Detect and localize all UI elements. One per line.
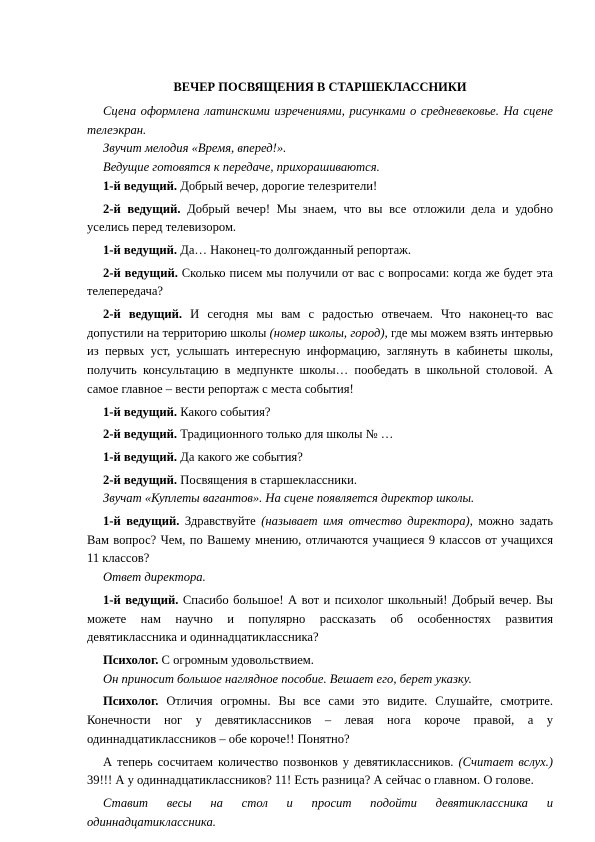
line-text: Традиционного только для школы № … [177, 427, 394, 442]
stage-direction: Ставит весы на стол и просит подойти девятиклассника и одиннадцатиклассника. [87, 795, 553, 829]
dialogue-line [87, 200, 553, 237]
dialogue-line [87, 512, 553, 568]
speaker-label: 1-й ведущий. [103, 592, 179, 607]
page-title: ВЕЧЕР ПОСВЯЩЕНИЯ В СТАРШЕКЛАССНИКИ [173, 80, 467, 94]
document-page [87, 80, 553, 831]
speaker-label: Психолог. [103, 652, 159, 667]
line-text: С огромным удовольствием. [158, 652, 314, 667]
line-text: А теперь сосчитаем количество позвонков у девятиклассников. [103, 754, 459, 769]
dialogue-line [87, 651, 553, 670]
inline-remark: (называет имя отчество директора) [261, 514, 470, 529]
line-text: Посвящения в старшеклассники. [177, 472, 357, 487]
stage-direction: Звучат «Куплеты вагантов». На сцене появляется директор школы. [103, 491, 475, 506]
inline-remark: (Считает вслух.) [458, 754, 553, 769]
dialogue-line [87, 241, 553, 260]
speaker-label: 2-й ведущий. [103, 472, 178, 487]
speaker-label: 1-й ведущий. [103, 404, 178, 419]
line-text: Здравствуйте [179, 514, 262, 529]
stage-direction: Звучит мелодия «Время, вперед!». [103, 141, 287, 156]
line-text: Да какого же события? [177, 449, 303, 464]
dialogue-line [87, 177, 553, 196]
line-text: 39!!! А у одиннадцатиклассников? 11! Есть разница? А сейчас о главном. О голове. [87, 773, 534, 788]
dialogue-line [87, 425, 553, 444]
speaker-label: 1-й ведущий. [103, 449, 178, 464]
dialogue-line [87, 305, 553, 399]
line-text: Спасибо большое! А вот и психолог школьный! Добрый вечер. Вы можете нам научно и популярно рассказать об особенностях развития девятиклассника и одиннадцатиклассника? [87, 592, 553, 645]
line-text: Сколько писем мы получили от вас с вопросами: когда же будет эта телепередача? [87, 265, 553, 299]
speaker-label: 2-й ведущий. [103, 427, 178, 442]
line-text: Да… Наконец-то долгожданный репортаж. [177, 242, 412, 257]
speaker-label: Психолог. [103, 694, 159, 709]
line-text: Добрый вечер, дорогие телезрители! [177, 178, 378, 193]
line-text: Добрый вечер! Мы знаем, что вы все отложили дела и удобно уселись перед телевизором. [87, 201, 553, 235]
line-text: И сегодня мы вам с радостью отвечаем. Что наконец-то вас допустили на территорию школы [87, 307, 553, 340]
dialogue-line [87, 591, 553, 647]
speaker-label: 1-й ведущий. [103, 242, 178, 257]
speaker-label: 2-й ведущий. [103, 307, 183, 322]
dialogue-line [87, 448, 553, 467]
inline-remark: (номер школы, город) [269, 325, 385, 340]
speaker-label: 2-й ведущий. [103, 265, 178, 280]
line-text: Отличия огромны. Вы все сами это видите. Слушайте, смотрите. Конечности ног у девятиклассников – левая нога короче правой, а у одиннадцатиклассников – обе короче!! Понятно? [87, 694, 553, 746]
speaker-label: 1-й ведущий. [103, 514, 180, 529]
dialogue-line [87, 692, 553, 748]
stage-direction: Ведущие готовятся к передаче, прихорашиваются. [103, 160, 380, 175]
line-text: , можно задать Вам вопрос? Чем, по Вашему мнению, отличаются учащиеся 9 классов от учащихся 11 классов? [87, 514, 553, 566]
stage-direction: Сцена оформлена латинскими изречениями, рисунками о средневековье. На сцене телеэкран. [87, 104, 553, 137]
speaker-label: 1-й ведущий. [103, 178, 178, 193]
dialogue-line [87, 403, 553, 422]
dialogue-line [87, 264, 553, 301]
speaker-label: 2-й ведущий. [103, 201, 181, 216]
dialogue-line [87, 471, 553, 490]
stage-direction: Ответ директора. [103, 570, 206, 585]
stage-direction: Он приносит большое наглядное пособие. Вешает его, берет указку. [103, 671, 472, 686]
narration-paragraph [87, 753, 553, 790]
line-text: Какого события? [177, 404, 271, 419]
line-text: , где мы можем взять интервью из первых уст, услышать интересную информацию, заглянуть в кабинеты школы, получить консультацию в медпункте школы… пообедать в школьной столовой. А самое главное – вести репортаж с места события! [87, 325, 553, 396]
